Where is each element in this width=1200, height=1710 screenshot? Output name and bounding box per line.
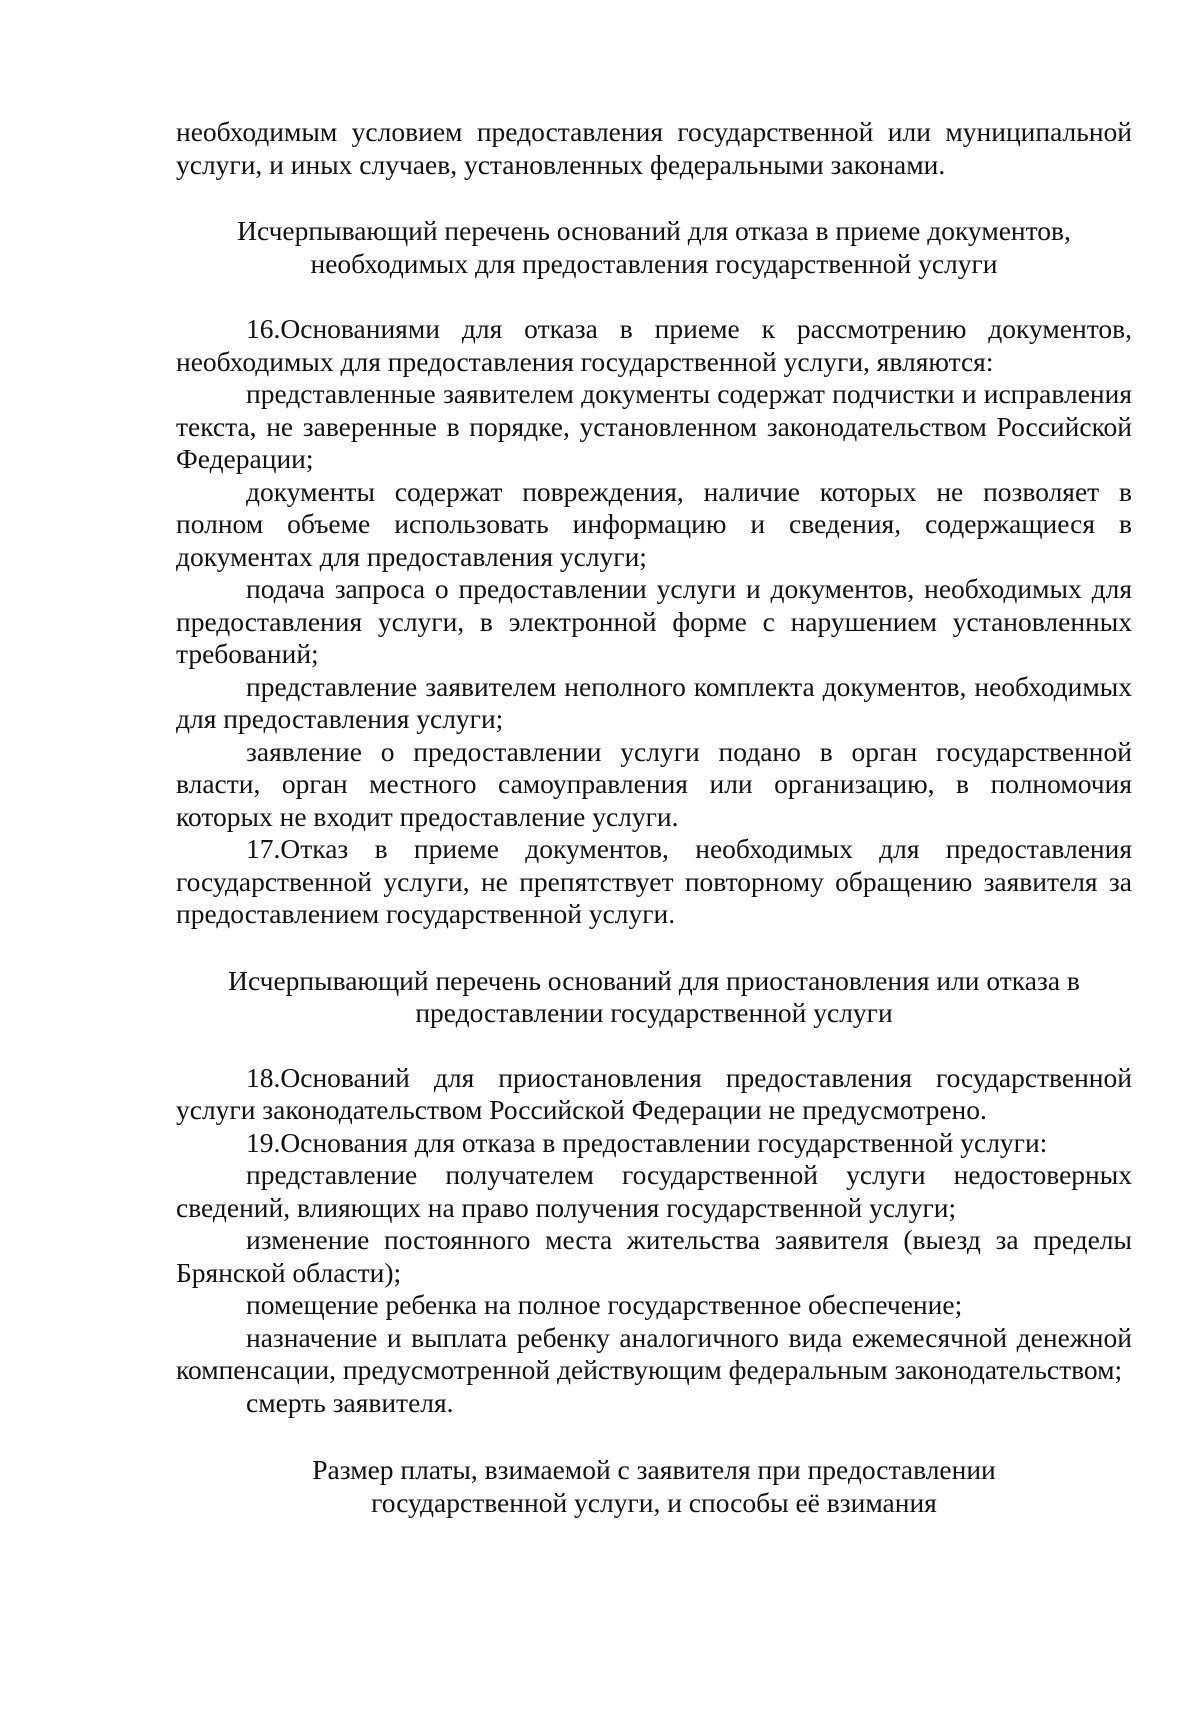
section-heading-line: Исчерпывающий перечень оснований для приостановления или отказа в [228, 964, 1080, 996]
list-item: изменение постоянного места жительства заявителя (выезд за пределы Брянской области); [176, 1224, 1132, 1288]
section-heading-fee [176, 1454, 1132, 1519]
document-body [176, 116, 1132, 1519]
list-item: представление заявителем неполного комплекта документов, необходимых для предоставления услуги; [176, 670, 1132, 734]
paragraph-18: 18.Оснований для приостановления предоставления государственной услуги законодательством Российской Федерации не предусмотрено. [176, 1061, 1132, 1125]
list-item: назначение и выплата ребенку аналогичного вида ежемесячной денежной компенсации, предусмотренной действующим федеральным законодательством; [176, 1321, 1132, 1385]
list-item: помещение ребенка на полное государственное обеспечение; [246, 1289, 963, 1320]
section-heading-suspension-refusal [176, 965, 1132, 1030]
section-heading-line: Размер платы, взимаемой с заявителя при предоставлении [312, 1454, 996, 1485]
list-item: заявление о предоставлении услуги подано в орган государственной власти, орган местного самоуправления или организацию, в полномочия которых не входит предоставление услуги. [176, 735, 1132, 832]
list-item: представленные заявителем документы содержат подчистки и исправления текста, не заверенные в порядке, установленном законодательством Российской Федерации; [176, 378, 1132, 474]
list-item: смерть заявителя. [246, 1386, 454, 1418]
paragraph-17: 17.Отказ в приеме документов, необходимых для предоставления государственной услуги, не препятствует повторному обращению заявителя за предоставлением государственной услуги. [176, 833, 1132, 929]
section-heading-line: Исчерпывающий перечень оснований для отказа в приеме документов, [237, 215, 1071, 246]
continuation-paragraph: необходимым условием предоставления государственной или муниципальной услуги, и иных случаев, установленных федеральными законами. [176, 116, 1132, 180]
list-item: представление получателем государственной услуги недостоверных сведений, влияющих на право получения государственной услуги; [176, 1159, 1132, 1223]
paragraph-19: 19.Основания для отказа в предоставлении государственной услуги: [246, 1126, 1048, 1158]
list-item: документы содержат повреждения, наличие которых не позволяет в полном объеме использовать информацию и сведения, содержащиеся в документах для предоставления услуги; [176, 475, 1132, 572]
section-heading-line: государственной услуги, и способы её взимания [371, 1486, 937, 1518]
section-heading-line: необходимых для предоставления государственной услуги [310, 247, 998, 279]
list-item: подача запроса о предоставлении услуги и документов, необходимых для предоставления услуги, в электронной форме с нарушением установленных требований; [176, 573, 1132, 669]
paragraph-16: 16.Основаниями для отказа в приеме к рассмотрению документов, необходимых для предоставления государственной услуги, являются: [176, 313, 1132, 377]
section-heading-line: предоставлении государственной услуги [415, 997, 893, 1028]
section-heading-refusal-acceptance [176, 215, 1132, 280]
